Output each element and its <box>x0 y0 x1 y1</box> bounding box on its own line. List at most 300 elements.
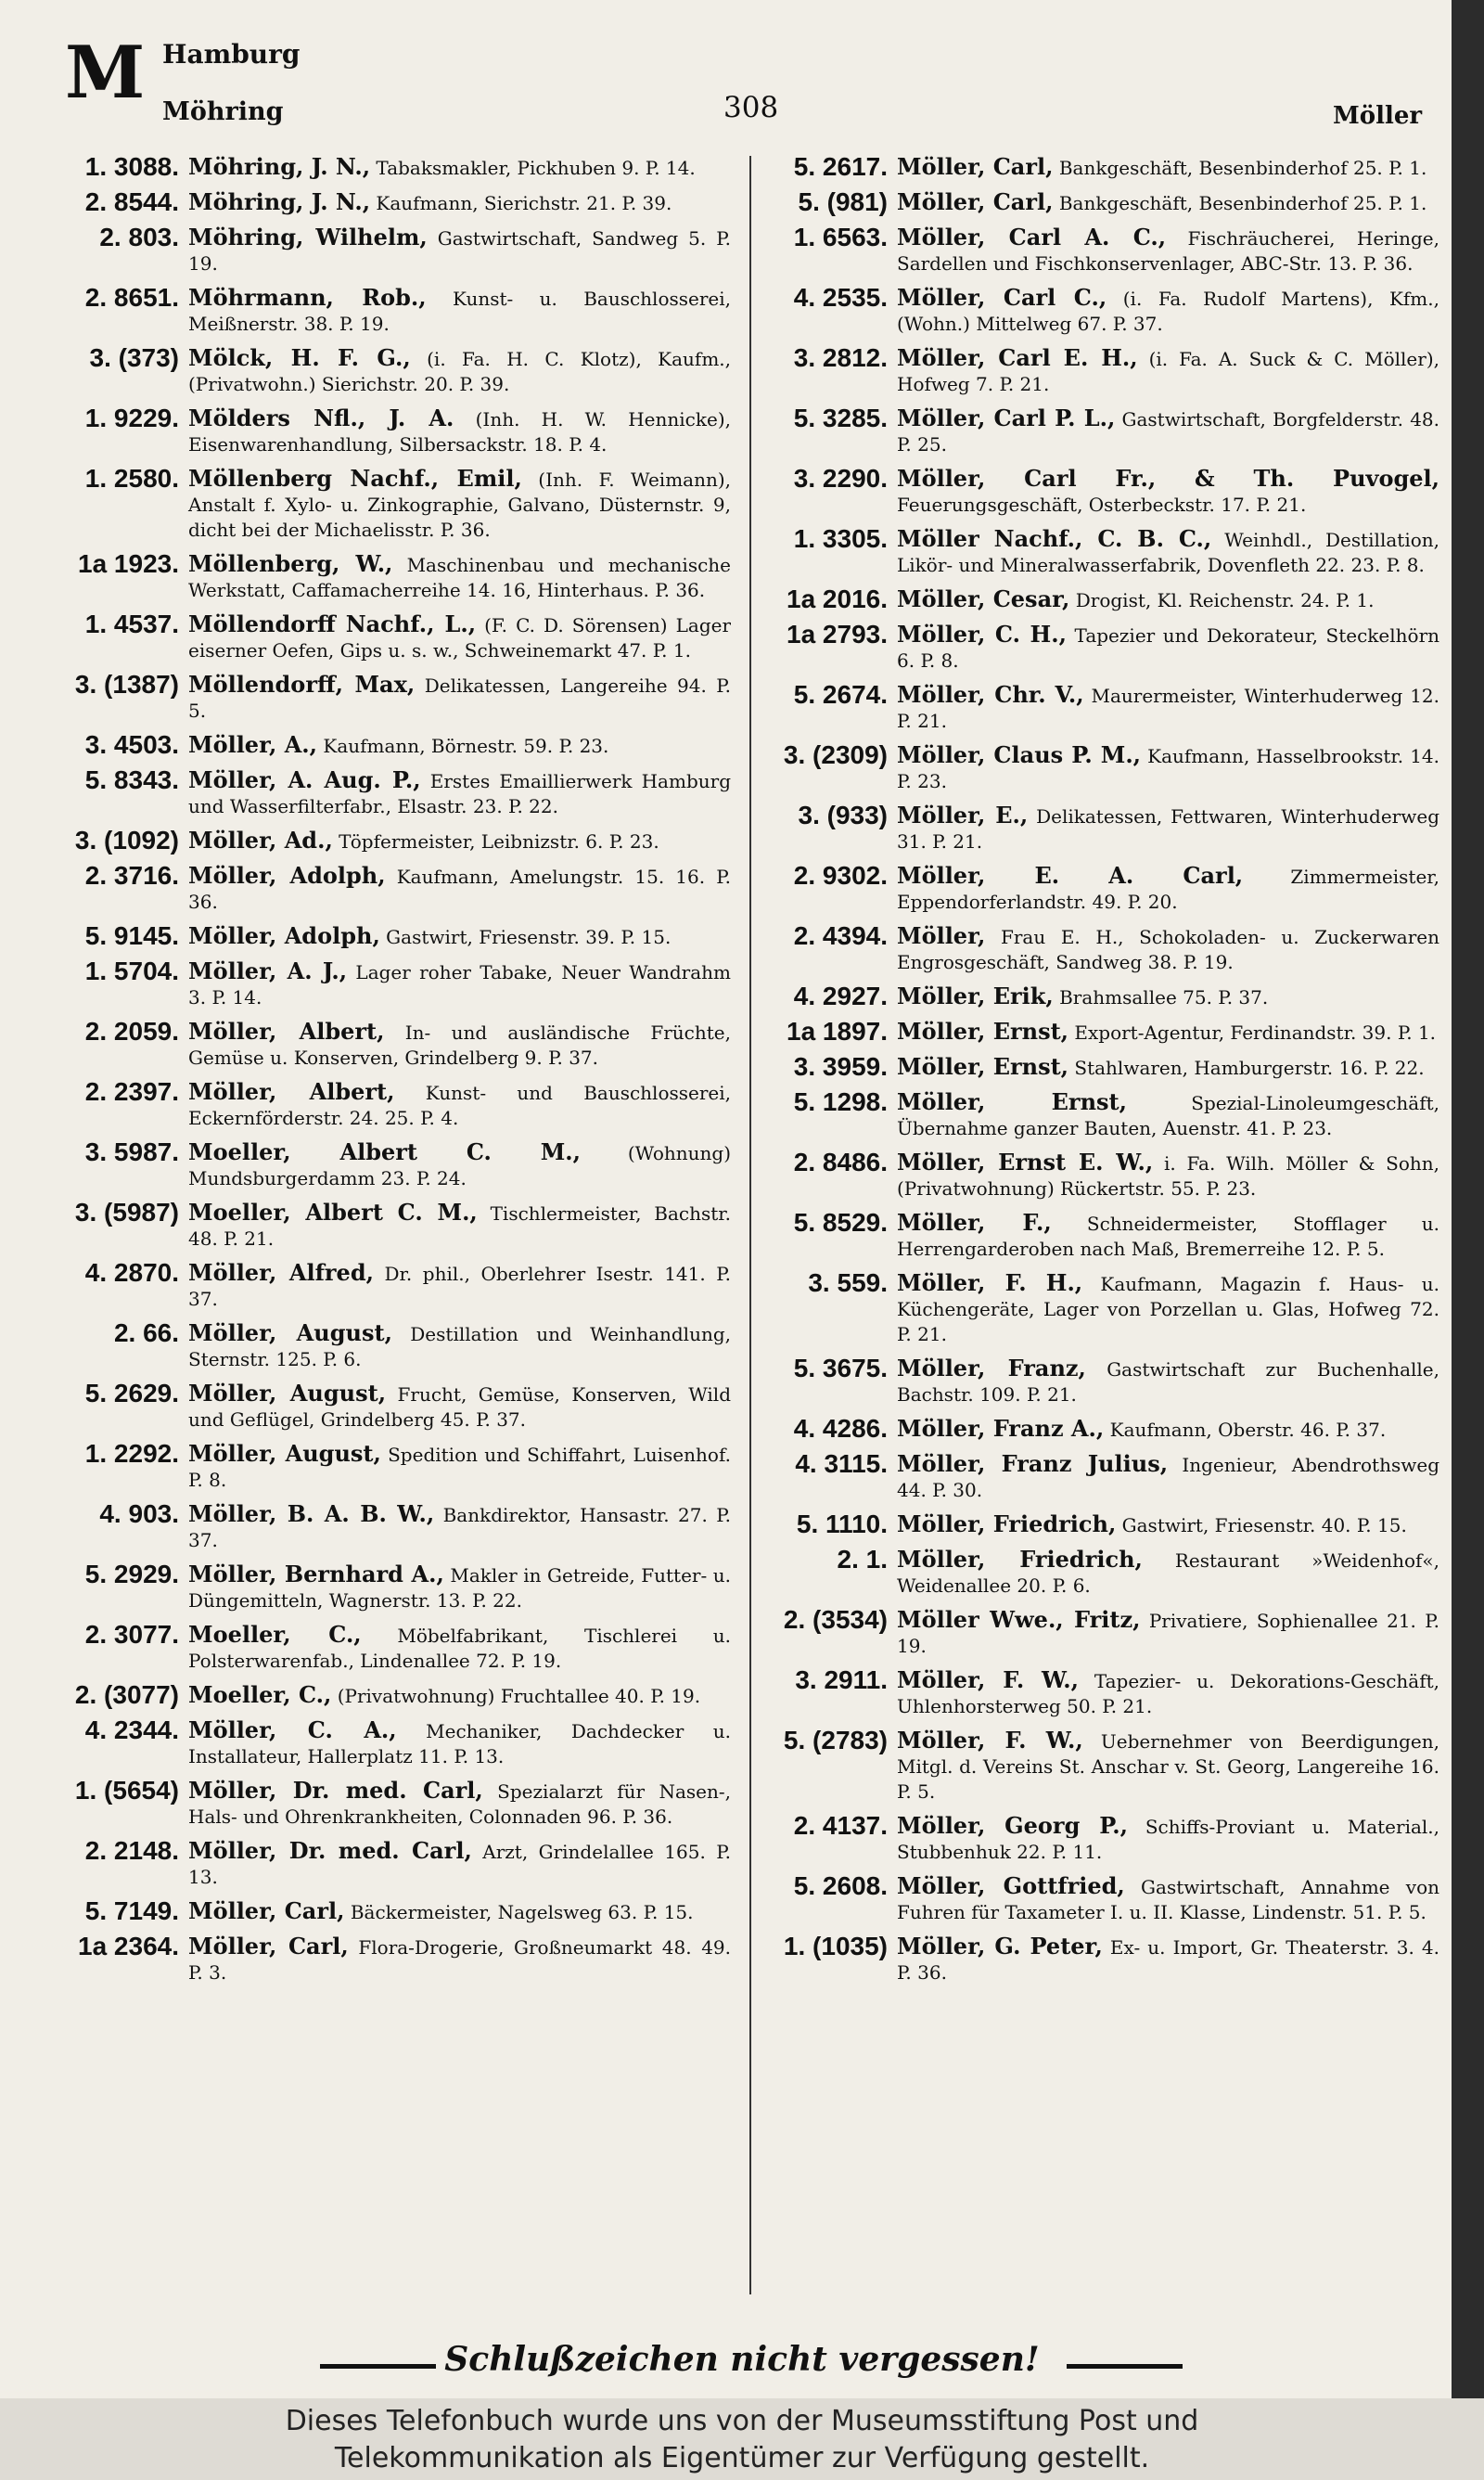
phone-number: 3. (1387) <box>74 670 179 699</box>
directory-entry <box>772 1089 1439 1141</box>
directory-entry <box>63 958 731 1010</box>
phone-number: 3. 559. <box>808 1268 888 1297</box>
directory-entry <box>63 551 731 603</box>
entry-details <box>188 672 731 724</box>
phone-number: 5. (2783) <box>783 1726 888 1754</box>
subscriber-name: Möller, B. A. B. W., <box>188 1500 435 1527</box>
entry-details <box>188 1019 731 1071</box>
phone-number: 3. (933) <box>798 801 888 829</box>
subscriber-name: Möller, Claus P. M., <box>897 741 1142 768</box>
subscriber-info: (i. Fa. A. Suck & C. Möller), Hofweg 7. P. 21. <box>897 348 1439 395</box>
subscriber-name: Möller, August, <box>188 1440 381 1467</box>
subscriber-name: Möller, Franz, <box>897 1355 1086 1381</box>
entry-details <box>897 1356 1439 1407</box>
subscriber-name: Möller, Albert, <box>188 1018 385 1045</box>
directory-entry <box>63 923 731 950</box>
subscriber-info: Töpfermeister, Leibnizstr. 6. P. 23. <box>339 830 659 853</box>
directory-entry <box>772 1054 1439 1081</box>
phone-number: 5. 2929. <box>84 1560 179 1588</box>
phone-number: 4. 2927. <box>793 982 888 1010</box>
subscriber-name: Möller, Bernhard A., <box>188 1561 444 1587</box>
phone-number: 3. (373) <box>89 343 179 372</box>
entry-details <box>188 1622 731 1674</box>
entry-details <box>188 828 731 855</box>
subscriber-name: Möller, Ernst E. W., <box>897 1149 1154 1176</box>
entry-details <box>188 1682 731 1709</box>
subscriber-name: Möller, A., <box>188 731 318 758</box>
subscriber-info: Fischräucherei, Heringe, Sardellen und Fischkonservenlager, ABC-Str. 13. P. 36. <box>897 227 1439 275</box>
subscriber-info: Delikatessen, Fettwaren, Winterhuderweg 31. P. 21. <box>897 805 1439 853</box>
phone-number: 2. 3077. <box>84 1620 179 1649</box>
subscriber-info: Export-Agentur, Ferdinandstr. 39. P. 1. <box>1074 1022 1437 1044</box>
entry-details <box>897 1451 1439 1503</box>
subscriber-info: Kaufmann, Magazin f. Haus- u. Küchengeräte, Lager von Porzellan u. Glas, Hofweg 72. P. 21. <box>897 1273 1439 1345</box>
scan-edge <box>1452 0 1484 2398</box>
subscriber-info: Gastwirtschaft, Borgfelderstr. 48. P. 25. <box>897 408 1439 456</box>
phone-number: 5. 1110. <box>796 1510 888 1538</box>
entry-details <box>897 1150 1439 1201</box>
subscriber-name: Möller, Erik, <box>897 983 1054 1009</box>
directory-entry <box>772 466 1439 518</box>
phone-number: 1. 4537. <box>84 610 179 638</box>
phone-number: 3. (5987) <box>74 1198 179 1227</box>
entry-details <box>188 1441 731 1493</box>
subscriber-info: In- und ausländische Früchte, Gemüse u. Konserven, Grindelberg 9. P. 37. <box>188 1022 731 1069</box>
subscriber-info: Spezial-Linoleumgeschäft, Übernahme ganzer Bauten, Auenstr. 41. P. 23. <box>897 1092 1439 1139</box>
subscriber-name: Möller, F. W., <box>897 1666 1079 1693</box>
entry-details <box>897 1547 1439 1599</box>
directory-entry <box>63 1139 731 1191</box>
phone-number: 5. 3285. <box>793 404 888 432</box>
entry-details <box>897 1270 1439 1347</box>
subscriber-info: Gastwirt, Friesenstr. 39. P. 15. <box>386 926 672 948</box>
subscriber-info: Schiffs-Proviant u. Material., Stubbenhuk 22. P. 11. <box>897 1816 1439 1863</box>
subscriber-name: Möller, Alfred, <box>188 1259 374 1286</box>
directory-entry <box>772 1150 1439 1201</box>
subscriber-info: Möbelfabrikant, Tischlerei u. Polsterwarenfab., Lindenallee 72. P. 19. <box>188 1625 731 1672</box>
phone-number: 1. 3305. <box>793 524 888 553</box>
subscriber-info: Mechaniker, Dachdecker u. Installateur, Hallerplatz 11. P. 13. <box>188 1720 731 1767</box>
entry-details <box>188 1139 731 1191</box>
subscriber-name: Möller Nachf., C. B. C., <box>897 525 1212 552</box>
subscriber-info: (i. Fa. H. C. Klotz), Kaufm., (Privatwohn.) Sierichstr. 20. P. 39. <box>188 348 731 395</box>
entry-details <box>188 923 731 950</box>
directory-entry <box>772 189 1439 216</box>
phone-number: 5. 1298. <box>793 1087 888 1116</box>
phone-number: 5. 3675. <box>793 1354 888 1382</box>
phone-number: 4. 2870. <box>84 1258 179 1287</box>
footer-reminder: Schlußzeichen nicht vergessen! <box>444 2340 1040 2379</box>
subscriber-name: Möller, Ad., <box>188 827 333 854</box>
subscriber-info: (Inh. H. W. Hennicke), Eisenwarenhandlung, Silbersackstr. 18. P. 4. <box>188 408 731 456</box>
phone-number: 2. 803. <box>99 223 179 251</box>
phone-number: 2. 9302. <box>793 861 888 890</box>
subscriber-info: Delikatessen, Langereihe 94. P. 5. <box>188 675 731 722</box>
directory-entry <box>772 586 1439 613</box>
entry-details <box>188 1561 731 1613</box>
directory-entry <box>772 983 1439 1010</box>
subscriber-info: Arzt, Grindelallee 165. P. 13. <box>188 1841 731 1888</box>
subscriber-name: Möhring, J. N., <box>188 154 371 180</box>
phone-number: 1a 1897. <box>787 1017 888 1046</box>
subscriber-name: Möller, August, <box>188 1380 387 1407</box>
subscriber-name: Möller, A. J., <box>188 957 348 984</box>
phone-number: 1. 6563. <box>793 223 888 251</box>
subscriber-name: Möller, Friedrich, <box>897 1546 1143 1573</box>
phone-number: 3. 4503. <box>84 730 179 759</box>
subscriber-info: Gastwirtschaft, Sandweg 5. P. 19. <box>188 227 731 275</box>
directory-entry <box>63 1019 731 1071</box>
directory-entry <box>63 611 731 663</box>
subscriber-name: Möller, Adolph, <box>188 922 380 949</box>
entry-details <box>897 1089 1439 1141</box>
phone-number: 2. 66. <box>113 1318 179 1347</box>
entry-details <box>897 405 1439 457</box>
phone-number: 2. 4137. <box>793 1811 888 1840</box>
phone-number: 1a 2016. <box>787 585 888 613</box>
phone-number: 2. 4394. <box>793 921 888 950</box>
phone-number: 2. (3534) <box>783 1605 888 1634</box>
entry-details <box>188 1381 731 1433</box>
entry-details <box>188 958 731 1010</box>
subscriber-name: Möhring, J. N., <box>188 188 371 215</box>
directory-entry <box>772 923 1439 975</box>
directory-entry <box>772 863 1439 915</box>
subscriber-info: i. Fa. Wilh. Möller & Sohn, (Privatwohnung) Rückertstr. 55. P. 23. <box>897 1152 1439 1200</box>
entry-details <box>897 863 1439 915</box>
entry-details <box>897 1873 1439 1925</box>
first-name-guide: Möhring <box>162 97 284 126</box>
subscriber-name: Möller, Carl, <box>897 188 1054 215</box>
phone-number: 4. 2344. <box>84 1715 179 1744</box>
entry-details <box>188 1501 731 1553</box>
entry-details <box>188 285 731 337</box>
directory-entry <box>772 1019 1439 1046</box>
subscriber-info: Maschinenbau und mechanische Werkstatt, Caffamacherreihe 14. 16, Hinterhaus. P. 36. <box>188 554 731 601</box>
directory-entry <box>772 154 1439 181</box>
subscriber-info: Kunst- und Bauschlosserei, Eckernförderstr. 24. 25. P. 4. <box>188 1082 731 1129</box>
subscriber-info: Ingenieur, Abendrothsweg 44. P. 30. <box>897 1454 1439 1501</box>
directory-entry <box>772 1813 1439 1865</box>
phone-number: 1a 2364. <box>78 1932 179 1960</box>
entry-details <box>188 154 731 181</box>
subscriber-info: Ex- u. Import, Gr. Theaterstr. 3. 4. P. 36. <box>897 1936 1439 1984</box>
directory-entry <box>63 225 731 276</box>
subscriber-info: Bankdirektor, Hansastr. 27. P. 37. <box>188 1504 731 1551</box>
directory-entry <box>63 189 731 216</box>
directory-entry <box>63 345 731 397</box>
entry-details <box>188 1079 731 1131</box>
phone-number: 5. 2617. <box>793 154 888 181</box>
page-number: 308 <box>723 91 779 124</box>
subscriber-name: Moeller, Albert C. M., <box>188 1138 581 1165</box>
phone-number: 2. (3077) <box>74 1680 179 1709</box>
entry-details <box>897 1728 1439 1805</box>
directory-entry <box>772 682 1439 734</box>
directory-entry <box>772 1607 1439 1659</box>
ownership-notice <box>0 2398 1484 2480</box>
subscriber-info: Kaufmann, Oberstr. 46. P. 37. <box>1109 1419 1387 1441</box>
entry-details <box>188 1898 731 1925</box>
directory-entry <box>772 1728 1439 1805</box>
subscriber-name: Möller, Carl, <box>188 1933 349 1960</box>
subscriber-info: Spezialarzt für Nasen-, Hals- und Ohrenkrankheiten, Colonnaden 96. P. 36. <box>188 1780 731 1828</box>
directory-entry <box>63 1934 731 1985</box>
subscriber-name: Möller, E. A. Carl, <box>897 862 1244 889</box>
phone-number: 3. 2812. <box>793 343 888 372</box>
entry-details <box>188 405 731 457</box>
directory-entry <box>772 622 1439 674</box>
phone-number: 5. 8343. <box>84 765 179 794</box>
subscriber-info: (i. Fa. Rudolf Martens), Kfm., (Wohn.) Mittelweg 67. P. 37. <box>897 288 1439 335</box>
subscriber-info: Kunst- u. Bauschlosserei, Meißnerstr. 38. P. 19. <box>188 288 731 335</box>
right-column <box>772 154 1439 2307</box>
directory-entry <box>63 405 731 457</box>
section-letter: M <box>65 31 146 115</box>
entry-details <box>188 1838 731 1890</box>
directory-entry <box>772 225 1439 276</box>
entry-details <box>897 526 1439 578</box>
phone-number: 3. (2309) <box>783 740 888 769</box>
phone-number: 1. 9229. <box>84 404 179 432</box>
phone-number: 5. 2608. <box>793 1871 888 1900</box>
subscriber-name: Möller, Carl Fr., & Th. Puvogel, <box>897 465 1439 492</box>
entry-details <box>897 1607 1439 1659</box>
directory-entry <box>63 1717 731 1769</box>
entry-details <box>897 622 1439 674</box>
subscriber-info: Tapezier und Dekorateur, Steckelhörn 6. P. 8. <box>897 624 1439 672</box>
subscriber-name: Möller, Carl, <box>188 1897 345 1924</box>
entry-details <box>897 742 1439 794</box>
subscriber-info: Kaufmann, Hasselbrookstr. 14. P. 23. <box>897 745 1439 792</box>
directory-entry <box>63 1778 731 1830</box>
directory-entry <box>63 1320 731 1372</box>
entry-details <box>188 551 731 603</box>
subscriber-name: Möller, Carl C., <box>897 284 1107 311</box>
subscriber-info: Spedition und Schiffahrt, Luisenhof. P. 8. <box>188 1444 731 1491</box>
phone-number: 3. 3959. <box>793 1052 888 1081</box>
phone-number: 2. 8544. <box>84 187 179 216</box>
subscriber-info: (Wohnung) Mundsburgerdamm 23. P. 24. <box>188 1142 731 1189</box>
column-divider <box>749 156 751 2294</box>
left-column <box>63 154 731 2307</box>
subscriber-name: Möllendorff, Max, <box>188 671 416 698</box>
subscriber-name: Möller, Carl P. L., <box>897 405 1116 431</box>
directory-entry <box>63 828 731 855</box>
subscriber-name: Möllendorff Nachf., L., <box>188 610 477 637</box>
subscriber-info: Kaufmann, Amelungstr. 15. 16. P. 36. <box>188 866 731 913</box>
phone-number: 3. 2911. <box>795 1665 888 1694</box>
directory-entry <box>63 1441 731 1493</box>
phone-number: 2. 1. <box>837 1545 888 1574</box>
subscriber-info: (F. C. D. Sörensen) Lager eiserner Oefen, Gips u. s. w., Schweinemarkt 47. P. 1. <box>188 614 731 662</box>
directory-entry <box>772 742 1439 794</box>
entry-details <box>897 983 1439 1010</box>
subscriber-info: Maurermeister, Winterhuderweg 12. P. 21. <box>897 685 1439 732</box>
directory-entry <box>772 1451 1439 1503</box>
directory-entry <box>772 1934 1439 1985</box>
phone-number: 5. 8529. <box>793 1208 888 1237</box>
phone-number: 1. 2580. <box>84 464 179 493</box>
subscriber-info: Drogist, Kl. Reichenstr. 24. P. 1. <box>1075 589 1375 611</box>
last-name-guide: Möller <box>1333 102 1423 130</box>
subscriber-name: Möller, Ernst, <box>897 1088 1127 1115</box>
phone-number: 3. 5987. <box>84 1137 179 1166</box>
phone-number: 1. 3088. <box>84 154 179 181</box>
subscriber-info: Gastwirtschaft zur Buchenhalle, Bachstr. 109. P. 21. <box>897 1358 1439 1406</box>
subscriber-name: Möller, Carl E. H., <box>897 344 1138 371</box>
entry-details <box>897 1934 1439 1985</box>
subscriber-name: Moeller, Albert C. M., <box>188 1199 478 1226</box>
entry-details <box>897 1667 1439 1719</box>
phone-number: 5. 9145. <box>84 921 179 950</box>
subscriber-info: Lager roher Tabake, Neuer Wandrahm 3. P. 14. <box>188 961 731 1009</box>
subscriber-name: Möller, F. W., <box>897 1727 1083 1754</box>
entry-details <box>188 225 731 276</box>
subscriber-name: Möller, Franz Julius, <box>897 1450 1169 1477</box>
phone-number: 1a 1923. <box>78 549 179 578</box>
subscriber-info: Destillation und Weinhandlung, Sternstr. 125. P. 6. <box>188 1323 731 1370</box>
entry-details <box>897 1210 1439 1262</box>
directory-entry <box>772 1356 1439 1407</box>
subscriber-name: Moeller, C., <box>188 1681 332 1708</box>
entry-details <box>897 803 1439 855</box>
subscriber-name: Möller, Ernst, <box>897 1053 1069 1080</box>
entry-details <box>897 154 1439 181</box>
subscriber-info: Makler in Getreide, Futter- u. Düngemitteln, Wagnerstr. 13. P. 22. <box>188 1564 731 1612</box>
subscriber-info: Zimmermeister, Eppendorferlandstr. 49. P. 20. <box>897 866 1439 913</box>
subscriber-name: Möller, Albert, <box>188 1078 395 1105</box>
phone-number: 2. 2059. <box>84 1017 179 1046</box>
subscriber-info: Kaufmann, Börnestr. 59. P. 23. <box>323 735 609 757</box>
entry-details <box>897 1416 1439 1443</box>
subscriber-info: Kaufmann, Sierichstr. 21. P. 39. <box>376 192 672 214</box>
entry-details <box>897 189 1439 216</box>
entry-details <box>188 611 731 663</box>
phone-number: 1. (5654) <box>74 1776 179 1805</box>
entry-details <box>897 1054 1439 1081</box>
subscriber-name: Möller, August, <box>188 1319 392 1346</box>
subscriber-info: Stahlwaren, Hamburgerstr. 16. P. 22. <box>1074 1057 1425 1079</box>
subscriber-info: Gastwirtschaft, Annahme von Fuhren für Taxameter I. u. II. Klasse, Lindenstr. 51. P. 5. <box>897 1876 1439 1923</box>
entry-details <box>188 1200 731 1252</box>
directory-entry <box>63 1200 731 1252</box>
subscriber-name: Möller, Adolph, <box>188 862 386 889</box>
subscriber-name: Möller, Dr. med. Carl, <box>188 1837 472 1864</box>
subscriber-name: Möller, Gottfried, <box>897 1872 1125 1899</box>
footer-rule-right <box>1067 2364 1183 2369</box>
directory-entry <box>63 863 731 915</box>
directory-entry <box>772 1210 1439 1262</box>
subscriber-name: Möller Wwe., Fritz, <box>897 1606 1141 1633</box>
phone-number: 1. 5704. <box>84 957 179 985</box>
subscriber-info: Tapezier- u. Dekorations-Geschäft, Uhlenhorsterweg 50. P. 21. <box>897 1670 1439 1717</box>
directory-entry <box>63 1561 731 1613</box>
directory-entry <box>63 1898 731 1925</box>
entry-details <box>188 1717 731 1769</box>
notice-line-1: Dieses Telefonbuch wurde uns von der Museumsstiftung Post und <box>285 2405 1199 2437</box>
entry-details <box>188 863 731 915</box>
directory-entry <box>772 345 1439 397</box>
subscriber-info: Bäckermeister, Nagelsweg 63. P. 15. <box>350 1901 694 1923</box>
directory-entry <box>772 526 1439 578</box>
subscriber-name: Möller, E., <box>897 802 1029 829</box>
subscriber-info: Dr. phil., Oberlehrer Isestr. 141. P. 37. <box>188 1263 731 1310</box>
subscriber-name: Möhring, Wilhelm, <box>188 224 428 251</box>
directory-entry <box>63 1079 731 1131</box>
phone-number: 2. 8651. <box>84 283 179 312</box>
phone-number: 2. 2397. <box>84 1077 179 1106</box>
subscriber-name: Möller, Cesar, <box>897 585 1070 612</box>
subscriber-info: (Privatwohnung) Fruchtallee 40. P. 19. <box>337 1685 701 1707</box>
entry-details <box>188 466 731 543</box>
directory-entry <box>63 1381 731 1433</box>
phone-number: 5. 2674. <box>793 680 888 709</box>
phone-number: 5. 7149. <box>84 1896 179 1925</box>
entry-details <box>188 1320 731 1372</box>
entry-details <box>188 767 731 819</box>
subscriber-info: Restaurant »Weidenhof«, Weidenallee 20. P. 6. <box>897 1549 1439 1597</box>
subscriber-info: Brahmsallee 75. P. 37. <box>1059 986 1269 1009</box>
subscriber-info: Gastwirt, Friesenstr. 40. P. 15. <box>1121 1514 1407 1536</box>
subscriber-name: Möller, <box>897 922 986 949</box>
entry-details <box>188 345 731 397</box>
directory-entry <box>63 1501 731 1553</box>
subscriber-name: Möller, Carl A. C., <box>897 224 1167 251</box>
entry-details <box>897 225 1439 276</box>
subscriber-name: Möller, Friedrich, <box>897 1510 1117 1537</box>
phone-number: 4. 4286. <box>793 1414 888 1443</box>
entry-details <box>188 189 731 216</box>
subscriber-name: Möllenberg, W., <box>188 550 393 577</box>
subscriber-info: Bankgeschäft, Besenbinderhof 25. P. 1. <box>1058 192 1427 214</box>
entry-details <box>897 1813 1439 1865</box>
directory-entry <box>63 732 731 759</box>
subscriber-info: Bankgeschäft, Besenbinderhof 25. P. 1. <box>1058 157 1427 179</box>
directory-entry <box>772 405 1439 457</box>
subscriber-name: Möller, F., <box>897 1209 1052 1236</box>
subscriber-name: Möhrmann, Rob., <box>188 284 427 311</box>
phone-number: 3. (1092) <box>74 826 179 855</box>
subscriber-name: Möller, C. H., <box>897 621 1067 648</box>
directory-entry <box>772 1667 1439 1719</box>
phone-number: 1. (1035) <box>783 1932 888 1960</box>
subscriber-info: Frau E. H., Schokoladen- u. Zuckerwaren Engrosgeschäft, Sandweg 38. P. 19. <box>897 926 1439 973</box>
directory-entry <box>772 285 1439 337</box>
subscriber-info: Privatiere, Sophienallee 21. P. 19. <box>897 1610 1439 1657</box>
entry-details <box>897 923 1439 975</box>
directory-entry <box>63 1260 731 1312</box>
subscriber-name: Möller, A. Aug. P., <box>188 766 421 793</box>
subscriber-name: Mölders Nfl., J. A. <box>188 405 454 431</box>
subscriber-name: Möller, C. A., <box>188 1716 397 1743</box>
subscriber-name: Möller, Franz A., <box>897 1415 1105 1442</box>
directory-entry <box>63 466 731 543</box>
directory-entry <box>63 285 731 337</box>
directory-entry <box>772 1270 1439 1347</box>
subscriber-info: (Inh. F. Weimann), Anstalt f. Xylo- u. Zinkographie, Galvano, Düsternstr. 9, dicht bei der Michaelisstr. P. 36. <box>188 469 731 541</box>
notice-line-2: Telekommunikation als Eigentümer zur Verfügung gestellt. <box>334 2442 1150 2474</box>
entry-details <box>188 732 731 759</box>
subscriber-name: Mölck, H. F. G., <box>188 344 411 371</box>
subscriber-info: Feuerungsgeschäft, Osterbeckstr. 17. P. 21. <box>897 494 1307 516</box>
phone-number: 5. (981) <box>798 187 888 216</box>
subscriber-info: Flora-Drogerie, Großneumarkt 48. 49. P. 3. <box>188 1936 731 1984</box>
phone-number: 2. 3716. <box>84 861 179 890</box>
directory-entry <box>772 1873 1439 1925</box>
entry-details <box>897 285 1439 337</box>
directory-entry <box>63 1622 731 1674</box>
